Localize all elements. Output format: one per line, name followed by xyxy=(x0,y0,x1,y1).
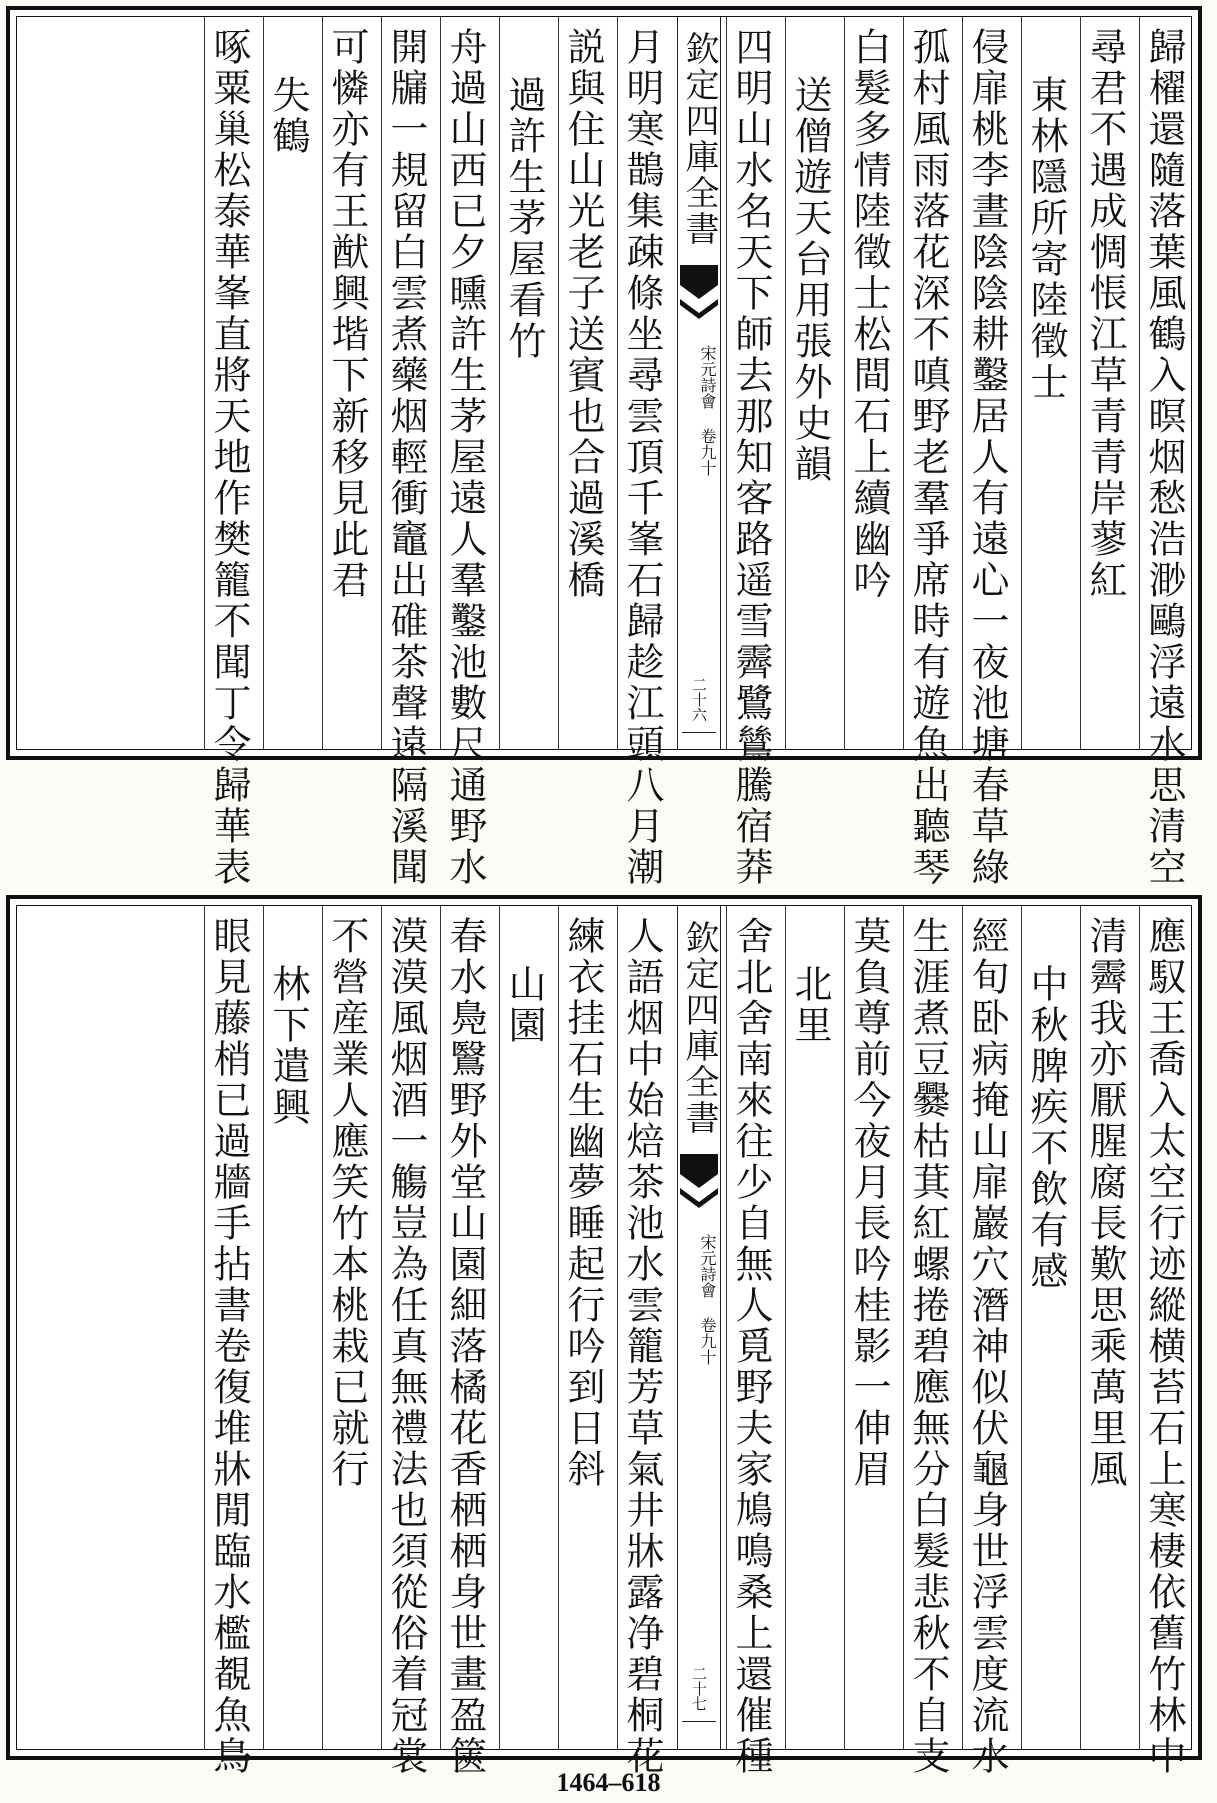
column xyxy=(617,17,666,888)
column xyxy=(263,906,312,1749)
column xyxy=(785,906,834,1749)
page-top xyxy=(6,6,1202,888)
column xyxy=(1021,17,1070,749)
column-text: 清霽我亦厭腥腐長歎思乘萬里風 xyxy=(1083,916,1127,1490)
column xyxy=(962,906,1011,1777)
column xyxy=(1139,906,1188,1777)
column-text: 春水鳧鷖野外堂山園細落橘花香栖栖身世畫盈篋 xyxy=(443,916,487,1777)
column-text: 漠漠風烟酒一觴豈為任真無禮法也須從俗着冠裳 xyxy=(384,916,428,1777)
page-top-inner xyxy=(16,16,1192,888)
column xyxy=(499,17,548,749)
column xyxy=(785,17,834,749)
column xyxy=(903,906,952,1777)
column-text: 侵扉桃李晝陰陰耕鑿居人有遠心一夜池塘春草綠 xyxy=(965,27,1009,888)
column-text: 眼見藤梢已過牆手拈書卷復堆牀閒臨水檻覩魚鳥 xyxy=(207,916,251,1777)
column xyxy=(322,906,371,1749)
column xyxy=(558,906,607,1749)
fish-tail-ornament xyxy=(678,265,720,335)
column xyxy=(844,906,893,1749)
column xyxy=(558,17,607,749)
column-title: 東林隱所寄陸徵士 xyxy=(1024,75,1068,403)
column xyxy=(440,17,489,888)
column-text: 生涯煮豆爨枯萁紅螺捲碧應無分白髮悲秋不自支 xyxy=(906,916,950,1777)
column-text: 練衣挂石生幽夢睡起行吟到日斜 xyxy=(561,916,605,1490)
column-text: 孤村風雨落花深不嗔野老羣爭席時有遊魚出聽琴 xyxy=(906,27,950,888)
spine-page-number: 二十七 xyxy=(690,1666,708,1711)
page-spine xyxy=(677,17,721,749)
column-text: 説與住山光老子送賓也合過溪橋 xyxy=(561,27,605,601)
spine-book-title: 宋元詩會 卷九十 xyxy=(698,345,717,476)
column xyxy=(1080,17,1129,749)
column xyxy=(204,906,253,1777)
column xyxy=(617,906,666,1777)
column xyxy=(440,906,489,1777)
column xyxy=(204,17,253,888)
column-text: 莫負尊前今夜月長吟桂影一伸眉 xyxy=(847,916,891,1490)
column-text: 人語烟中始焙茶池水雲籠芳草氣井牀露净碧桐花 xyxy=(620,916,664,1777)
column xyxy=(381,17,430,888)
page-footer-number: 1464–618 xyxy=(556,1768,661,1797)
spine-title: 欽定四庫全書 xyxy=(679,31,719,247)
spine-book-title: 宋元詩會 卷九十 xyxy=(698,1234,717,1365)
column-title: 送僧遊天台用張外史韻 xyxy=(788,75,832,485)
page-bottom xyxy=(6,895,1202,1777)
column-text: 白髮多情陸徵士松間石上續幽吟 xyxy=(847,27,891,601)
column xyxy=(263,17,312,749)
column-text: 尋君不遇成惆悵江草青青岸蓼紅 xyxy=(1083,27,1127,601)
spine-rule xyxy=(682,1721,716,1722)
column-text: 經旬卧病掩山扉巖穴潛神似伏龜身世浮雲度流水 xyxy=(965,916,1009,1777)
column-text: 四明山水名天下師去那知客路遥雪霽鷺鷥騰宿莽 xyxy=(729,27,773,888)
spine-title: 欽定四庫全書 xyxy=(679,920,719,1136)
column xyxy=(1139,17,1188,888)
column-text: 應馭王喬入太空行迹縱横苔石上寒棲依舊竹林中 xyxy=(1142,916,1186,1777)
column-text: 可憐亦有王猷興堦下新移見此君 xyxy=(325,27,369,601)
column-text: 舍北舍南來往少自無人覓野夫家鳩鳴桑上還催種 xyxy=(729,916,773,1777)
column-title: 中秋脾疾不飲有感 xyxy=(1024,964,1068,1292)
column xyxy=(844,17,893,749)
column xyxy=(499,906,548,1749)
column-text: 月明寒鵲集疎條坐尋雲頂千峯石歸趁江頭八月潮 xyxy=(620,27,664,888)
column xyxy=(903,17,952,888)
fish-tail-ornament xyxy=(678,1154,720,1224)
page-bottom-inner xyxy=(16,905,1192,1777)
column xyxy=(962,17,1011,888)
column-title: 失鶴 xyxy=(266,75,310,157)
column-title: 山園 xyxy=(502,964,546,1046)
column-title: 過許生茅屋看竹 xyxy=(502,75,546,362)
column xyxy=(322,17,371,749)
spine-rule xyxy=(682,732,716,733)
column-title: 林下遣興 xyxy=(266,964,310,1128)
column xyxy=(1021,906,1070,1749)
column-text: 歸櫂還隨落葉風鶴入暝烟愁浩渺鷗浮遠水思清空 xyxy=(1142,27,1186,888)
column xyxy=(726,17,775,888)
column-text: 不營産業人應笑竹本桃栽已就行 xyxy=(325,916,369,1490)
spine-page-number: 二十六 xyxy=(690,677,708,722)
column xyxy=(726,906,775,1777)
column xyxy=(1080,906,1129,1749)
column-text: 開牖一規留白雲煮藥烟輕衝竈出碓茶聲遠隔溪聞 xyxy=(384,27,428,888)
column-title: 北里 xyxy=(788,964,832,1046)
column xyxy=(381,906,430,1777)
page-spine xyxy=(677,906,721,1749)
column-text: 啄粟巢松泰華峯直將天地作樊籠不聞丁令歸華表 xyxy=(207,27,251,888)
column-text: 舟過山西已夕曛許生茅屋遠人羣鑿池數尺通野水 xyxy=(443,27,487,888)
